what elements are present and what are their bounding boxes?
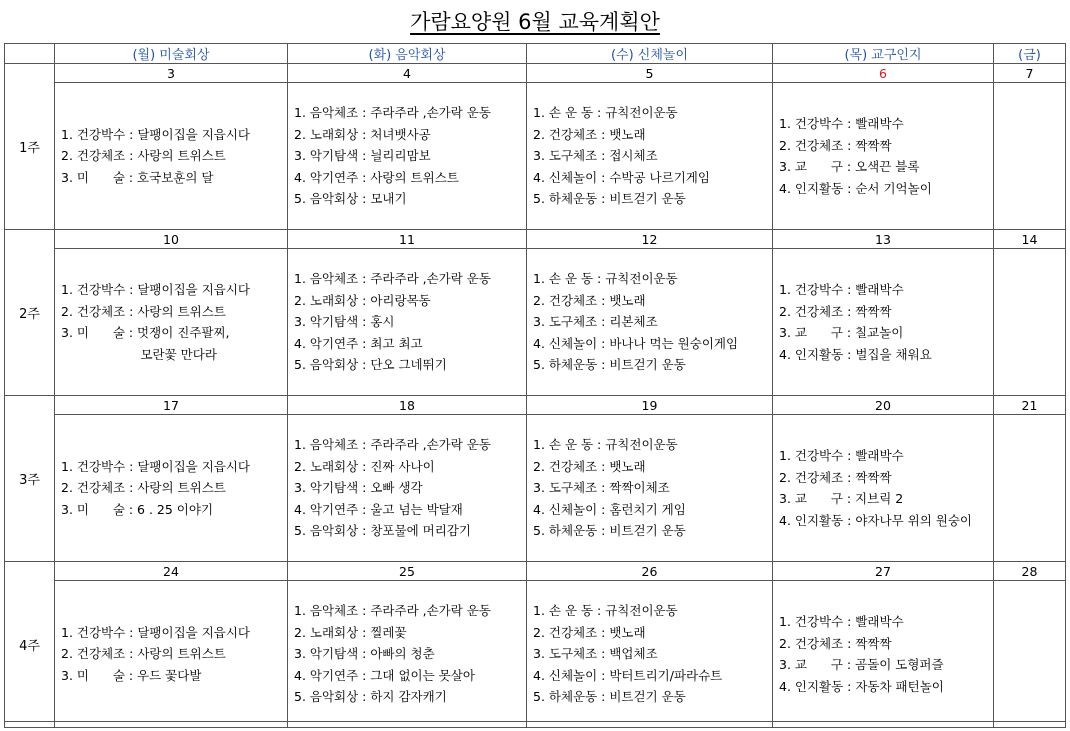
activity-line: 모란꽃 만다라 <box>61 346 217 362</box>
activity-line: 5. 음악회상 : 창포물에 머리감기 <box>294 523 471 539</box>
header-friday: (금) <box>994 44 1066 64</box>
activity-line: 1. 손 운 동 : 규칙전이운동 <box>533 437 678 453</box>
activity-line: 5. 하체운동 : 비트걷기 운동 <box>533 191 686 207</box>
activity-line: 1. 음악체조 : 주라주라 ,손가락 운동 <box>294 271 491 287</box>
activity-line: 3. 미 술 : 호국보훈의 달 <box>61 169 214 185</box>
activity-line: 1. 건강박수 : 빨래박수 <box>779 448 904 463</box>
activity-cell-thursday <box>773 581 994 728</box>
activity-line: 2. 노래회상 : 찔레꽃 <box>294 624 407 640</box>
date-cell-friday: 21 <box>994 396 1066 415</box>
date-cell-thursday: 20 <box>773 396 994 415</box>
date-cell-wednesday: 5 <box>527 64 773 83</box>
week-label: 1주 <box>5 64 55 230</box>
activity-line: 1. 건강박수 : 달팽이집을 지읍시다 <box>61 624 251 640</box>
activity-line: 1. 손 운 동 : 규칙전이운동 <box>533 603 678 619</box>
activity-line: 1. 건강박수 : 빨래박수 <box>779 116 904 131</box>
week-label: 4주 <box>5 562 55 728</box>
activity-line: 1. 음악체조 : 주라주라 ,손가락 운동 <box>294 437 491 453</box>
activity-line: 2. 건강체조 : 사랑의 트위스트 <box>61 148 226 164</box>
activity-line: 4. 악기연주 : 울고 넘는 박달재 <box>294 501 463 517</box>
activity-line: 4. 신체놀이 : 박터트리기/파라슈트 <box>533 667 723 683</box>
activity-line: 4. 인지활동 : 벌집을 채워요 <box>779 346 932 362</box>
activity-cell-monday <box>55 415 288 562</box>
date-cell-thursday: 27 <box>773 562 994 581</box>
activity-line: 3. 도구체조 : 백업체조 <box>533 646 658 662</box>
date-cell-monday: 17 <box>55 396 288 415</box>
date-cell-wednesday: 19 <box>527 396 773 415</box>
activity-line: 2. 건강체조 : 짝짝짝 <box>779 137 892 153</box>
activity-row <box>5 83 1066 230</box>
activity-line: 1. 건강박수 : 빨래박수 <box>779 282 904 297</box>
activity-line: 4. 악기연주 : 사랑의 트위스트 <box>294 169 459 185</box>
activity-line: 3. 미 술 : 멋쟁이 진주팔찌, <box>61 325 230 340</box>
activity-line: 1. 음악체조 : 주라주라 ,손가락 운동 <box>294 603 491 619</box>
activity-line: 5. 음악회상 : 하지 감자캐기 <box>294 689 447 705</box>
activity-cell-thursday <box>773 249 994 396</box>
date-cell-tuesday: 4 <box>288 64 527 83</box>
activity-cell-thursday <box>773 83 994 230</box>
date-row <box>5 396 1066 415</box>
activity-line: 1. 손 운 동 : 규칙전이운동 <box>533 105 678 121</box>
date-row <box>5 230 1066 249</box>
header-row <box>5 44 1066 64</box>
activity-cell-friday <box>994 415 1066 562</box>
page-title: 가람요양원 6월 교육계획안 <box>410 10 660 34</box>
activity-line: 2. 건강체조 : 짝짝짝 <box>779 635 892 651</box>
date-cell-wednesday: 26 <box>527 562 773 581</box>
date-cell-monday: 10 <box>55 230 288 249</box>
date-cell-friday: 14 <box>994 230 1066 249</box>
activity-line: 2. 건강체조 : 뱃노래 <box>533 624 646 640</box>
activity-line: 2. 건강체조 : 사랑의 트위스트 <box>61 303 226 319</box>
activity-cell-tuesday <box>288 415 527 562</box>
activity-line: 1. 건강박수 : 빨래박수 <box>779 614 904 629</box>
activity-line: 3. 미 술 : 우드 꽃다발 <box>61 667 202 683</box>
activity-line: 2. 노래회상 : 처녀뱃사공 <box>294 126 431 142</box>
activity-line: 5. 음악회상 : 모내기 <box>294 191 407 207</box>
date-row <box>5 562 1066 581</box>
activity-line: 3. 악기탐색 : 오빠 생각 <box>294 480 423 496</box>
activity-line: 2. 건강체조 : 뱃노래 <box>533 292 646 308</box>
date-cell-monday: 24 <box>55 562 288 581</box>
activity-line: 3. 교 구 : 오색끈 블록 <box>779 159 920 174</box>
activity-line: 4. 인지활동 : 자동차 패턴놀이 <box>779 678 944 694</box>
date-cell-thursday: 6 <box>773 64 994 83</box>
activity-cell-tuesday <box>288 249 527 396</box>
bottom-divider <box>4 721 1065 722</box>
activity-cell-wednesday <box>527 581 773 728</box>
activity-line: 3. 악기탐색 : 아빠의 청춘 <box>294 646 435 662</box>
activity-line: 3. 도구체조 : 짝짝이체조 <box>533 480 670 496</box>
activity-line: 4. 인지활동 : 야자나무 위의 원숭이 <box>779 512 972 528</box>
activity-line: 2. 건강체조 : 짝짝짝 <box>779 469 892 485</box>
schedule-table <box>4 43 1066 728</box>
activity-cell-monday <box>55 83 288 230</box>
activity-line: 4. 신체놀이 : 홈런치기 게임 <box>533 501 686 517</box>
date-row <box>5 64 1066 83</box>
date-cell-tuesday: 11 <box>288 230 527 249</box>
activity-line: 3. 교 구 : 칠교놀이 <box>779 325 904 340</box>
activity-line: 1. 손 운 동 : 규칙전이운동 <box>533 271 678 287</box>
activity-cell-friday <box>994 83 1066 230</box>
activity-line: 4. 신체놀이 : 바나나 먹는 원숭이게임 <box>533 335 739 351</box>
activity-line: 4. 악기연주 : 그대 없이는 못살아 <box>294 667 475 683</box>
activity-line: 5. 하체운동 : 비트걷기 운동 <box>533 357 686 373</box>
activity-line: 2. 노래회상 : 진짜 사나이 <box>294 458 435 474</box>
header-monday: (월) 미술회상 <box>55 44 288 64</box>
activity-line: 3. 악기탐색 : 늴리리맘보 <box>294 148 431 164</box>
activity-line: 2. 건강체조 : 사랑의 트위스트 <box>61 646 226 662</box>
activity-line: 1. 건강박수 : 달팽이집을 지읍시다 <box>61 458 251 474</box>
date-cell-friday: 7 <box>994 64 1066 83</box>
header-corner <box>5 44 55 64</box>
activity-row <box>5 415 1066 562</box>
date-cell-thursday: 13 <box>773 230 994 249</box>
activity-line: 1. 건강박수 : 달팽이집을 지읍시다 <box>61 282 251 297</box>
activity-line: 5. 하체운동 : 비트걷기 운동 <box>533 523 686 539</box>
date-cell-monday: 3 <box>55 64 288 83</box>
week-label: 2주 <box>5 230 55 396</box>
date-cell-wednesday: 12 <box>527 230 773 249</box>
activity-cell-tuesday <box>288 581 527 728</box>
activity-cell-friday <box>994 581 1066 728</box>
activity-line: 2. 건강체조 : 뱃노래 <box>533 458 646 474</box>
activity-line: 3. 악기탐색 : 홍시 <box>294 314 395 330</box>
activity-line: 3. 교 구 : 곰돌이 도형퍼즐 <box>779 657 944 672</box>
activity-cell-wednesday <box>527 249 773 396</box>
activity-line: 4. 신체놀이 : 수박공 나르기게임 <box>533 169 710 185</box>
activity-cell-monday <box>55 581 288 728</box>
activity-line: 5. 음악회상 : 단오 그네뛰기 <box>294 357 447 373</box>
activity-line: 2. 건강체조 : 사랑의 트위스트 <box>61 480 226 496</box>
date-cell-tuesday: 25 <box>288 562 527 581</box>
activity-line: 4. 악기연주 : 최고 최고 <box>294 335 423 351</box>
header-tuesday: (화) 음악회상 <box>288 44 527 64</box>
date-cell-tuesday: 18 <box>288 396 527 415</box>
activity-row <box>5 581 1066 728</box>
activity-line: 1. 음악체조 : 주라주라 ,손가락 운동 <box>294 105 491 121</box>
activity-line: 3. 교 구 : 지브릭 2 <box>779 491 904 506</box>
date-cell-friday: 28 <box>994 562 1066 581</box>
activity-line: 1. 건강박수 : 달팽이집을 지읍시다 <box>61 126 251 142</box>
activity-cell-wednesday <box>527 415 773 562</box>
activity-line: 2. 건강체조 : 뱃노래 <box>533 126 646 142</box>
activity-cell-wednesday <box>527 83 773 230</box>
activity-line: 2. 건강체조 : 짝짝짝 <box>779 303 892 319</box>
activity-row <box>5 249 1066 396</box>
week-label: 3주 <box>5 396 55 562</box>
activity-line: 3. 도구체조 : 리본체조 <box>533 314 658 330</box>
activity-line: 4. 인지활동 : 순서 기억놀이 <box>779 180 932 196</box>
activity-line: 2. 노래회상 : 아리랑목동 <box>294 292 431 308</box>
activity-cell-thursday <box>773 415 994 562</box>
activity-line: 3. 미 술 : 6 . 25 이야기 <box>61 501 214 517</box>
activity-cell-tuesday <box>288 83 527 230</box>
header-thursday: (목) 교구인지 <box>773 44 994 64</box>
activity-line: 3. 도구체조 : 접시체조 <box>533 148 658 164</box>
header-wednesday: (수) 신체놀이 <box>527 44 773 64</box>
activity-cell-monday <box>55 249 288 396</box>
activity-line: 5. 하체운동 : 비트걷기 운동 <box>533 689 686 705</box>
activity-cell-friday <box>994 249 1066 396</box>
